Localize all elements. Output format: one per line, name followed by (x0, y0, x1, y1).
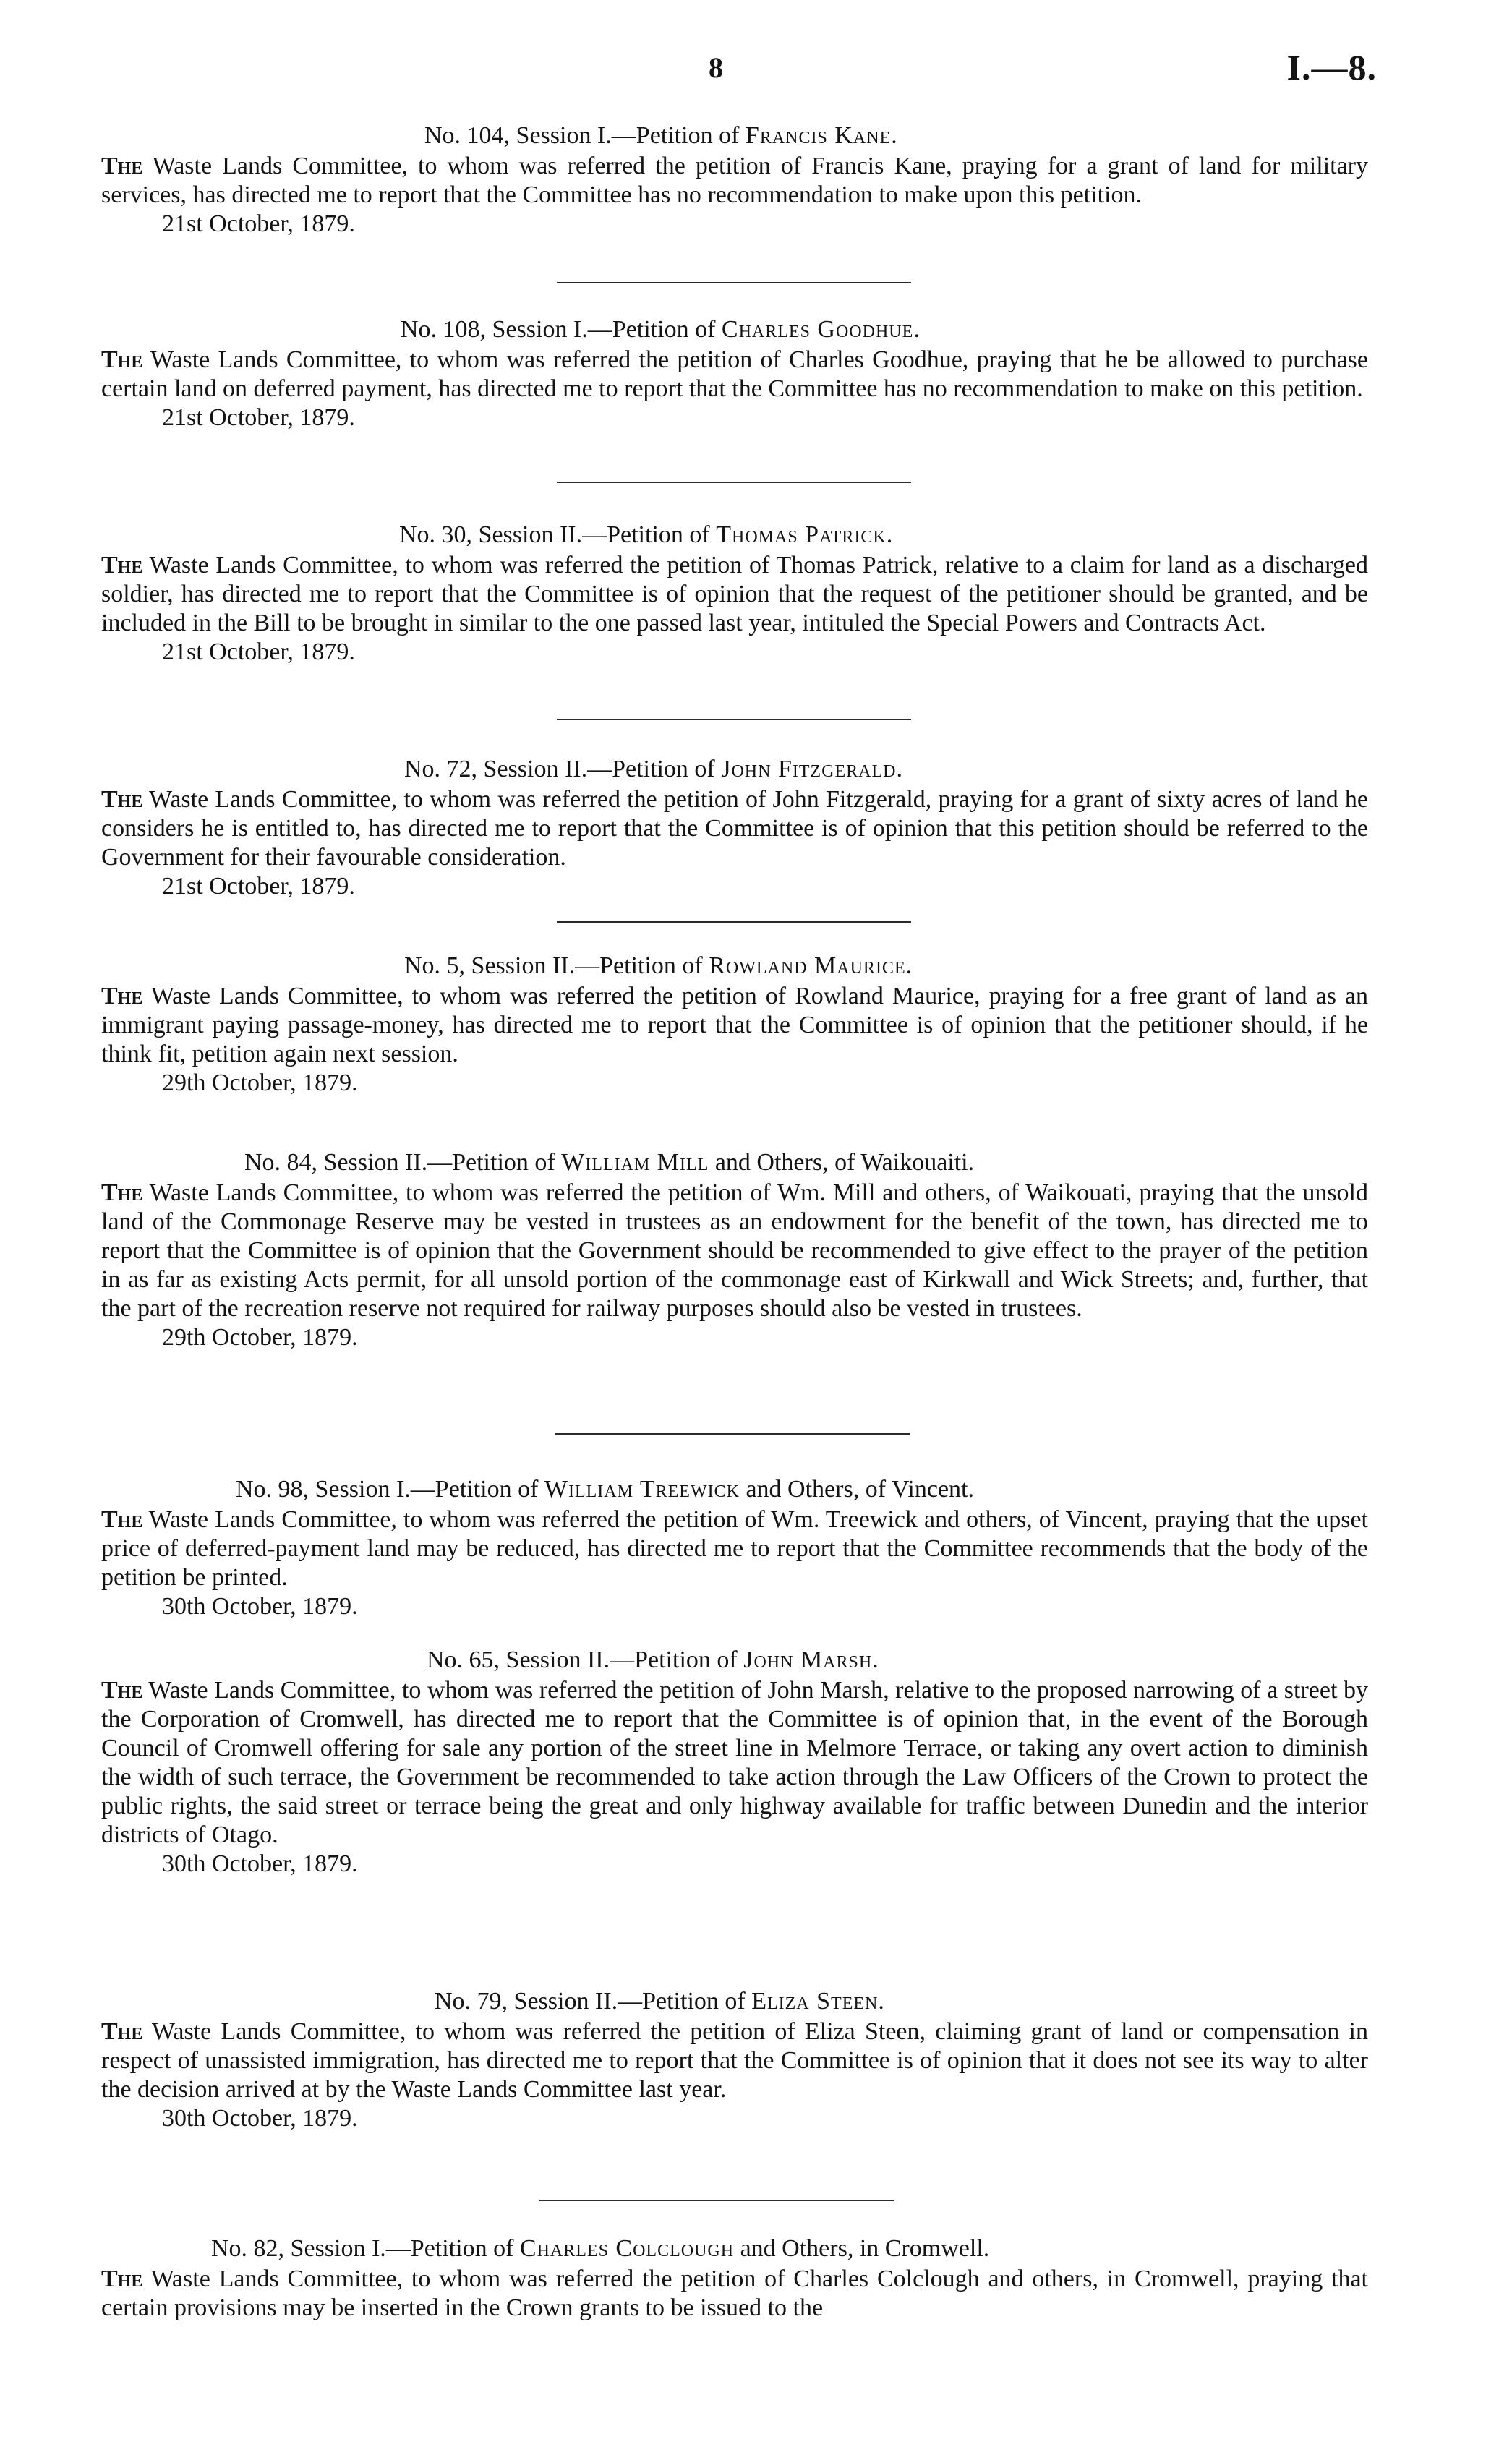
petition-entry (101, 1475, 1368, 1621)
entry-date: 21st October, 1879. (162, 873, 355, 900)
divider-rule (557, 719, 911, 720)
entry-heading: No. 65, Session II.—Petition of John Marsh. (427, 1647, 879, 1673)
entry-heading: No. 84, Session II.—Petition of William Mill and Others, of Waikouaiti. (244, 1149, 975, 1176)
entry-body: The Waste Lands Committee, to whom was referred the petition of Thomas Patrick, relative to a claim for land as a discharged soldier, has directed me to report that the Committee is of opinion that the request of the petitioner should be granted, and be included in the Bill to be brought in similar to the one passed last year, intituled the Special Powers and Contracts Act. (101, 552, 1368, 636)
entry-date: 30th October, 1879. (162, 1593, 358, 1620)
entry-date: 21st October, 1879. (162, 639, 355, 665)
entry-body: The Waste Lands Committee, to whom was referred the petition of Charles Goodhue, praying that he be allowed to purchase certain land on deferred payment, has directed me to report that the Committee has no recommendation to make on this petition. (101, 346, 1368, 402)
entry-body: The Waste Lands Committee, to whom was referred the petition of Eliza Steen, claiming grant of land or compensation in respect of unassisted immigration, has directed me to report that the Committee is of opinion that it does not see its way to alter the decision arrived at by the Waste Lands Committee last year. (101, 2018, 1368, 2103)
entry-body: The Waste Lands Committee, to whom was referred the petition of Francis Kane, praying for a grant of land for military services, has directed me to report that the Committee has no recommendation to make upon this petition. (101, 153, 1368, 208)
entry-body: The Waste Lands Committee, to whom was referred the petition of Wm. Mill and others, of Waikouati, praying that the unsold land of the Commonage Reserve may be vested in trustees as an endowment for the benefit of the town, has directed me to report that the Committee is of opinion that the Government should be recommended to give effect to the prayer of the petition in as far as existing Acts permit, for all unsold portion of the commonage east of Kirkwall and Wick Streets; and, further, that the part of the recreation reserve not required for railway purposes should also be vested in trustees. (101, 1179, 1368, 1322)
entry-heading: No. 72, Session II.—Petition of John Fitzgerald. (404, 756, 902, 782)
entry-date: 21st October, 1879. (162, 210, 355, 237)
entry-date: 29th October, 1879. (162, 1324, 358, 1351)
petition-entry (101, 1148, 1368, 1352)
divider-rule (539, 2200, 894, 2201)
entry-body: The Waste Lands Committee, to whom was referred the petition of Wm. Treewick and others, of Vincent, praying that the upset price of deferred-payment land may be reduced, has directed me to report that the Committee recommends that the body of the petition be printed. (101, 1506, 1368, 1591)
entry-heading: No. 98, Session I.—Petition of William Treewick and Others, of Vincent. (236, 1476, 974, 1503)
divider-rule (555, 1433, 910, 1435)
entry-body: The Waste Lands Committee, to whom was referred the petition of Rowland Maurice, praying for a free grant of land as an immigrant paying passage-money, has directed me to report that the Committee is of opinion that the petitioner should, if he think fit, petition again next session. (101, 983, 1368, 1067)
page-number: 8 (709, 51, 723, 84)
entry-heading: No. 82, Session I.—Petition of Charles Colclough and Others, in Cromwell. (211, 2235, 990, 2262)
petitioner-name: Eliza Steen (751, 1988, 879, 2015)
petition-entry (101, 315, 1368, 432)
entry-date: 30th October, 1879. (162, 2105, 358, 2132)
petition-entry (101, 755, 1368, 901)
petitioner-name: Charles Goodhue (721, 316, 914, 343)
petition-entry (101, 952, 1368, 1098)
divider-rule (557, 921, 911, 923)
entry-heading: No. 79, Session II.—Petition of Eliza Steen. (435, 1988, 884, 2015)
petitioner-name: Charles Colclough (519, 2235, 735, 2262)
petitioner-name: Thomas Patrick (716, 521, 887, 548)
entry-date: 21st October, 1879. (162, 404, 355, 431)
entry-heading: No. 5, Session II.—Petition of Rowland Maurice. (404, 952, 913, 979)
petition-entry (101, 2234, 1368, 2323)
entry-heading: No. 108, Session I.—Petition of Charles Goodhue. (401, 316, 920, 343)
entry-heading: No. 30, Session II.—Petition of Thomas Patrick. (399, 521, 893, 548)
document-reference: I.—8. (1286, 47, 1377, 87)
petition-entry (101, 521, 1368, 667)
petition-entry (101, 1646, 1368, 1879)
petitioner-name: William Treewick (544, 1476, 740, 1503)
entry-heading: No. 104, Session I.—Petition of Francis Kane. (424, 122, 897, 149)
entry-body: The Waste Lands Committee, to whom was referred the petition of John Fitzgerald, praying for a grant of sixty acres of land he considers he is entitled to, has directed me to report that the Committee is of opinion that this petition should be referred to the Government for their favourable consideration. (101, 786, 1368, 871)
divider-rule (557, 282, 911, 283)
petitioner-name: John Fitzgerald (721, 756, 897, 782)
divider-rule (557, 482, 911, 483)
entry-body: The Waste Lands Committee, to whom was referred the petition of John Marsh, relative to the proposed narrowing of a street by the Corporation of Cromwell, has directed me to report that the Committee is of opinion that, in the event of the Borough Council of Cromwell offering for sale any portion of the street line in Melmore Terrace, or taking any overt action to diminish the width of such terrace, the Government be recommended to take action through the Law Officers of the Crown to protect the public rights, the said street or terrace being the great and only highway available for traffic between Dunedin and the interior districts of Otago. (101, 1677, 1368, 1848)
entry-date: 30th October, 1879. (162, 1850, 358, 1877)
petitioner-name: John Marsh (743, 1647, 873, 1673)
petition-entry (101, 121, 1368, 239)
petition-entry (101, 1987, 1368, 2133)
entry-date: 29th October, 1879. (162, 1069, 358, 1096)
petitioner-name: Francis Kane (745, 122, 892, 149)
petitioner-name: Rowland Maurice (709, 952, 906, 979)
petitioner-name: William Mill (561, 1149, 709, 1176)
entry-body: The Waste Lands Committee, to whom was referred the petition of Charles Colclough and others, in Cromwell, praying that certain provisions may be inserted in the Crown grants to be issued to the (101, 2265, 1368, 2321)
